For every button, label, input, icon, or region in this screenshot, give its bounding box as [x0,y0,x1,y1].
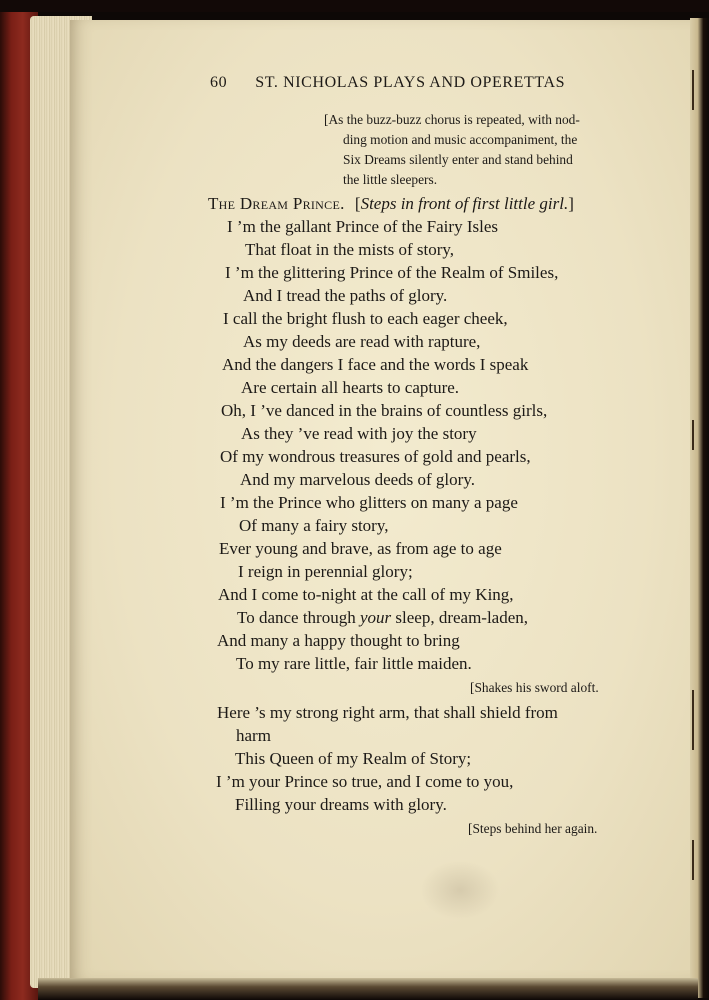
page-edge-mark [692,840,694,880]
verse-line: That float in the mists of story, [245,240,455,259]
verse-text: To dance through [237,608,356,627]
verse-line: And I tread the paths of glory. [243,286,448,305]
page-number: 60 [210,74,228,91]
verse-line: And I come to-night at the call of my King, [218,585,514,604]
verse-line: To my rare little, fair little maiden. [236,654,472,673]
paper-stain [420,860,500,920]
page-edge-mark [692,70,694,110]
verse-line: And my marvelous deeds of glory. [240,470,475,489]
verse-line: Of my wondrous treasures of gold and pearls, [220,447,531,466]
verse-line: I ’m the glittering Prince of the Realm of Smiles, [225,263,559,282]
verse-line: I ’m your Prince so true, and I come to you, [216,772,514,791]
verse-line: Of many a fairy story, [239,516,389,535]
bracket-close: ] [568,194,574,213]
speaker-line [208,194,574,214]
verse-line: And the dangers I face and the words I speak [222,355,529,374]
verse-line: As my deeds are read with rapture, [243,332,481,351]
verse-line-with-emphasis [237,608,528,628]
verse-line: I ’m the gallant Prince of the Fairy Isles [227,217,498,236]
running-title: ST. NICHOLAS PLAYS AND OPERETTAS [255,74,566,91]
stage-direction-line: Six Dreams silently enter and stand behind [343,152,573,167]
verse-line: This Queen of my Realm of Story; [235,749,472,768]
opening-stage-direction [324,110,654,190]
speaker-direction: Steps in front of first little girl. [360,194,569,213]
verse-line: And many a happy thought to bring [217,631,460,650]
running-head [210,74,565,92]
verse-line: I ’m the Prince who glitters on many a page [220,493,518,512]
verse-line: harm [236,726,271,745]
verse-text: sleep, dream-laden, [395,608,529,627]
verse-line: Here ’s my strong right arm, that shall shield from [217,703,558,722]
verse-line: Are certain all hearts to capture. [241,378,460,397]
emphasized-word: your [359,608,392,627]
stage-direction-line: ding motion and music accompaniment, the [343,132,578,147]
verse-line: As they ’ve read with joy the story [241,424,477,443]
bottom-page-shadow [38,978,698,1000]
page-edge-mark [692,420,694,450]
verse-line: Oh, I ’ve danced in the brains of countless girls, [221,401,548,420]
verse-line: I reign in perennial glory; [238,562,413,581]
stage-direction-sword: [Shakes his sword aloft. [470,680,599,695]
page-edge-mark [692,690,694,750]
verse-line: I call the bright flush to each eager cheek, [223,309,508,328]
stage-direction-line: the little sleepers. [343,172,438,187]
speaker-name: The Dream Prince. [208,194,345,213]
background-shadow [0,0,709,12]
stage-direction-end: [Steps behind her again. [468,821,598,836]
bracket-open: [ [354,194,361,213]
verse-line: Filling your dreams with glory. [235,795,447,814]
verse-line: Ever young and brave, as from age to age [219,539,502,558]
stage-direction-line: [As the buzz-buzz chorus is repeated, with nod- [324,112,580,127]
